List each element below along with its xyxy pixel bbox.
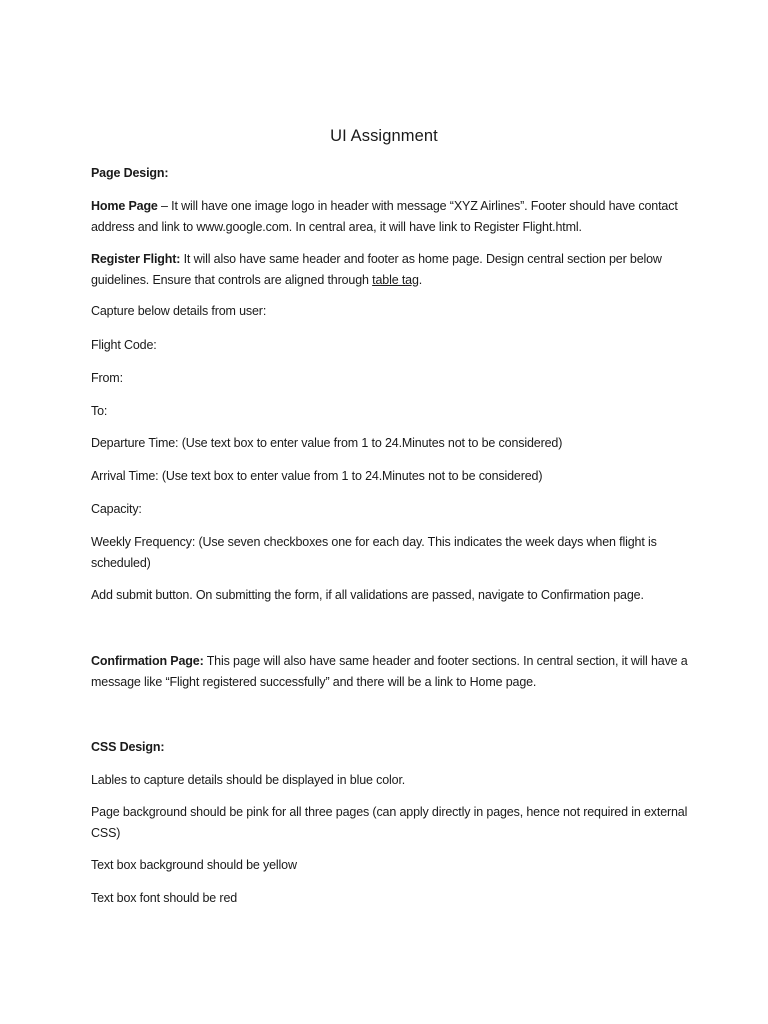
home-page-paragraph (91, 196, 691, 238)
field-weekly-frequency: Weekly Frequency: (Use seven checkboxes one for each day. This indicates the week days when flight is scheduled) (91, 535, 657, 570)
confirmation-page-label: Confirmation Page: (91, 654, 204, 668)
field-departure-time: Departure Time: (Use text box to enter value from 1 to 24.Minutes not to be considered) (91, 436, 563, 450)
register-flight-paragraph (91, 249, 691, 291)
page-design-heading: Page Design: (91, 166, 169, 180)
field-to: To: (91, 404, 108, 418)
document-title: UI Assignment (330, 127, 438, 145)
css-rule-labels-blue: Lables to capture details should be displayed in blue color. (91, 773, 406, 787)
field-arrival-time: Arrival Time: (Use text box to enter value from 1 to 24.Minutes not to be considered) (91, 469, 543, 483)
home-page-label: Home Page (91, 199, 158, 213)
table-tag-link[interactable]: table tag (372, 273, 419, 287)
register-flight-text: It will also have same header and footer as home page. Design central section per below guidelines. Ensure that controls are aligned through (91, 252, 662, 287)
field-flight-code: Flight Code: (91, 338, 157, 352)
css-rule-textbox-font-red: Text box font should be red (91, 891, 238, 905)
register-flight-text-end: . (418, 273, 423, 287)
field-from: From: (91, 371, 123, 385)
confirmation-page-paragraph (91, 651, 691, 693)
css-design-heading: CSS Design: (91, 740, 165, 754)
css-rule-background-pink: Page background should be pink for all three pages (can apply directly in pages, hence not required in external CSS) (91, 805, 688, 840)
css-rule-textbox-yellow: Text box background should be yellow (91, 858, 297, 872)
field-capacity: Capacity: (91, 502, 142, 516)
register-flight-label: Register Flight: (91, 252, 181, 266)
home-page-text: – It will have one image logo in header with message “XYZ Airlines”. Footer should have contact address and link to www.google.com. In central area, it will have link to Register Flight.html. (91, 199, 678, 234)
capture-intro: Capture below details from user: (91, 304, 267, 318)
submit-instruction: Add submit button. On submitting the form, if all validations are passed, navigate to Confirmation page. (91, 588, 644, 602)
confirmation-page-text: This page will also have same header and footer sections. In central section, it will have a message like “Flight registered successfully” and there will be a link to Home page. (91, 654, 688, 689)
